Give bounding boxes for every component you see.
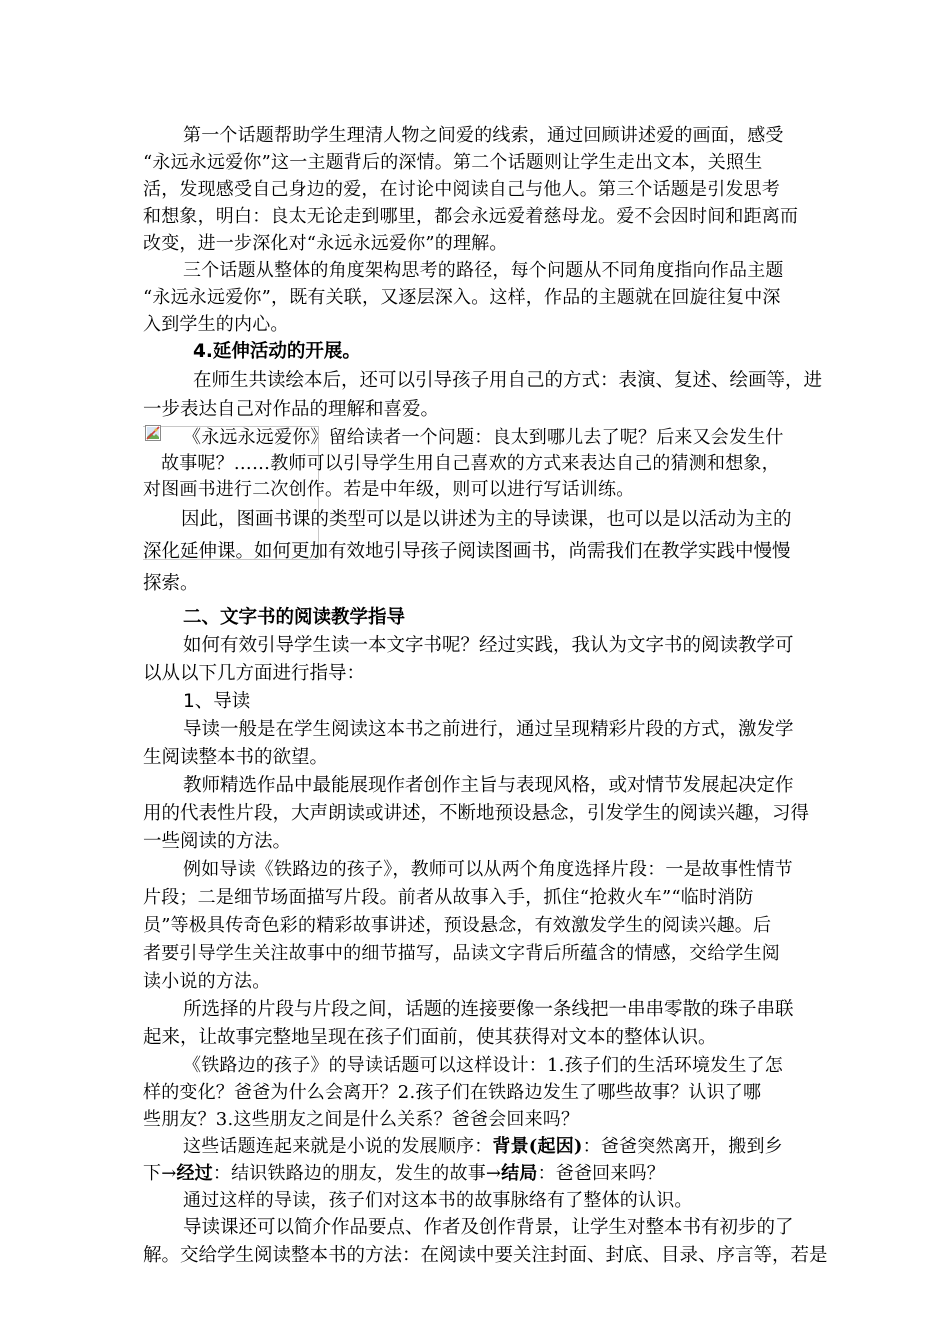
paragraph-line: “永远永远爱你”这一主题背后的深情。第二个话题则让学生走出文本，关照生 [143, 152, 763, 173]
paragraph-line: 入到学生的内心。 [143, 314, 289, 335]
text-run-bold: 经过 [176, 1163, 213, 1184]
paragraph-line: 员”等极具传奇色彩的精彩故事讲述，预设悬念，有效激发学生的阅读兴趣。后 [143, 915, 772, 936]
paragraph-line [183, 1135, 950, 1159]
subsection-heading: 4.延伸活动的开展。 [193, 341, 361, 362]
text-run: ：爸爸突然离开，搬到乡 [582, 1136, 783, 1157]
paragraph-line: 导读一般是在学生阅读这本书之前进行，通过呈现精彩片段的方式，激发学 [183, 719, 794, 740]
paragraph-line: 对图画书进行二次创作。若是中年级，则可以进行写话训练。 [143, 479, 635, 500]
paragraph-line: 样的变化？爸爸为什么会离开？2.孩子们在铁路边发生了哪些故事？认识了哪 [143, 1082, 762, 1103]
paragraph-line: 例如导读《铁路边的孩子》，教师可以从两个角度选择片段：一是故事性情节 [183, 859, 793, 880]
text-run: 下→ [143, 1163, 177, 1184]
paragraph-line: 以从以下几方面进行指导： [143, 663, 366, 684]
text-run: ：爸爸回来吗？ [537, 1163, 665, 1184]
paragraph-line: “永远永远爱你”，既有关联，又逐层深入。这样，作品的主题就在回旋往复中深 [143, 287, 781, 308]
paragraph-line: 三个话题从整体的角度架构思考的路径，每个问题从不同角度指向作品主题 [183, 260, 784, 281]
paragraph-line: 导读课还可以简介作品要点、作者及创作背景，让学生对整本书有初步的了 [183, 1217, 794, 1238]
text-run-bold: 结局 [501, 1163, 538, 1184]
paragraph-line: 和想象，明白：良太无论走到哪里，都会永远爱着慈母龙。爱不会因时间和距离而 [143, 206, 799, 227]
paragraph-line: 探索。 [143, 573, 199, 594]
paragraph-line: 起来，让故事完整地呈现在孩子们面前，使其获得对文本的整体认识。 [143, 1027, 717, 1048]
paragraph-line: 第一个话题帮助学生理清人物之间爱的线索，通过回顾讲述爱的画面，感受 [183, 125, 784, 146]
paragraph-line: 深化延伸课。如何更加有效地引导孩子阅读图画书，尚需我们在教学实践中慢慢 [143, 541, 791, 562]
section-heading: 二、文字书的阅读教学指导 [183, 607, 406, 628]
paragraph-line: 片段；二是细节场面描写片段。前者从故事入手，抓住“抢救火车”“临时消防 [143, 887, 754, 908]
paragraph-line: 一些阅读的方法。 [143, 831, 292, 852]
paragraph-line: 用的代表性片段，大声朗读或讲述，不断地预设悬念，引发学生的阅读兴趣，习得 [143, 803, 810, 824]
paragraph-line: 《铁路边的孩子》的导读话题可以这样设计：1.孩子们的生活环境发生了怎 [183, 1055, 783, 1076]
text-run: ：结识铁路边的朋友，发生的故事→ [212, 1163, 502, 1184]
paragraph-line: 通过这样的导读，孩子们对这本书的故事脉络有了整体的认识。 [183, 1190, 693, 1211]
paragraph-line: 些朋友？3.这些朋友之间是什么关系？爸爸会回来吗？ [143, 1109, 580, 1130]
paragraph-line: 在师生共读绘本后，还可以引导孩子用自己的方式：表演、复述、绘画等，进 [193, 370, 823, 391]
paragraph-line [143, 1162, 950, 1186]
paragraph-line: 读小说的方法。 [143, 971, 271, 992]
paragraph-line: 一步表达自己对作品的理解和喜爱。 [143, 399, 440, 420]
paragraph-line: 《永远永远爱你》留给读者一个问题：良太到哪儿去了呢？后来又会发生什 [183, 427, 784, 448]
paragraph-line: 教师精选作品中最能展现作者创作主旨与表现风格，或对情节发展起决定作 [183, 775, 794, 796]
paragraph-line: 解。交给学生阅读整本书的方法：在阅读中要关注封面、封底、目录、序言等，若是 [143, 1245, 828, 1266]
broken-image-icon [145, 425, 161, 441]
paragraph-line: 生阅读整本书的欲望。 [143, 747, 329, 768]
paragraph-line: 改变，进一步深化对“永远永远爱你”的理解。 [143, 233, 508, 254]
paragraph-line: 者要引导学生关注故事中的细节描写，品读文字背后所蕴含的情感，交给学生阅 [143, 943, 780, 964]
paragraph-line: 故事呢？……教师可以引导学生用自己喜欢的方式来表达自己的猜测和想象， [161, 453, 780, 474]
text-run-bold: 背景(起因) [492, 1136, 583, 1157]
paragraph-line: 所选择的片段与片段之间，话题的连接要像一条线把一串串零散的珠子串联 [183, 999, 794, 1020]
paragraph-line: 活，发现感受自己身边的爱，在讨论中阅读自己与他人。第三个话题是引发思考 [143, 179, 780, 200]
paragraph-line: 因此，图画书课的类型可以是以讲述为主的导读课，也可以是以活动为主的 [181, 509, 792, 530]
text-run: 这些话题连起来就是小说的发展顺序： [183, 1136, 493, 1157]
paragraph-line: 如何有效引导学生读一本文字书呢？经过实践，我认为文字书的阅读教学可 [183, 635, 794, 656]
subsection-heading: 1、导读 [183, 691, 251, 712]
